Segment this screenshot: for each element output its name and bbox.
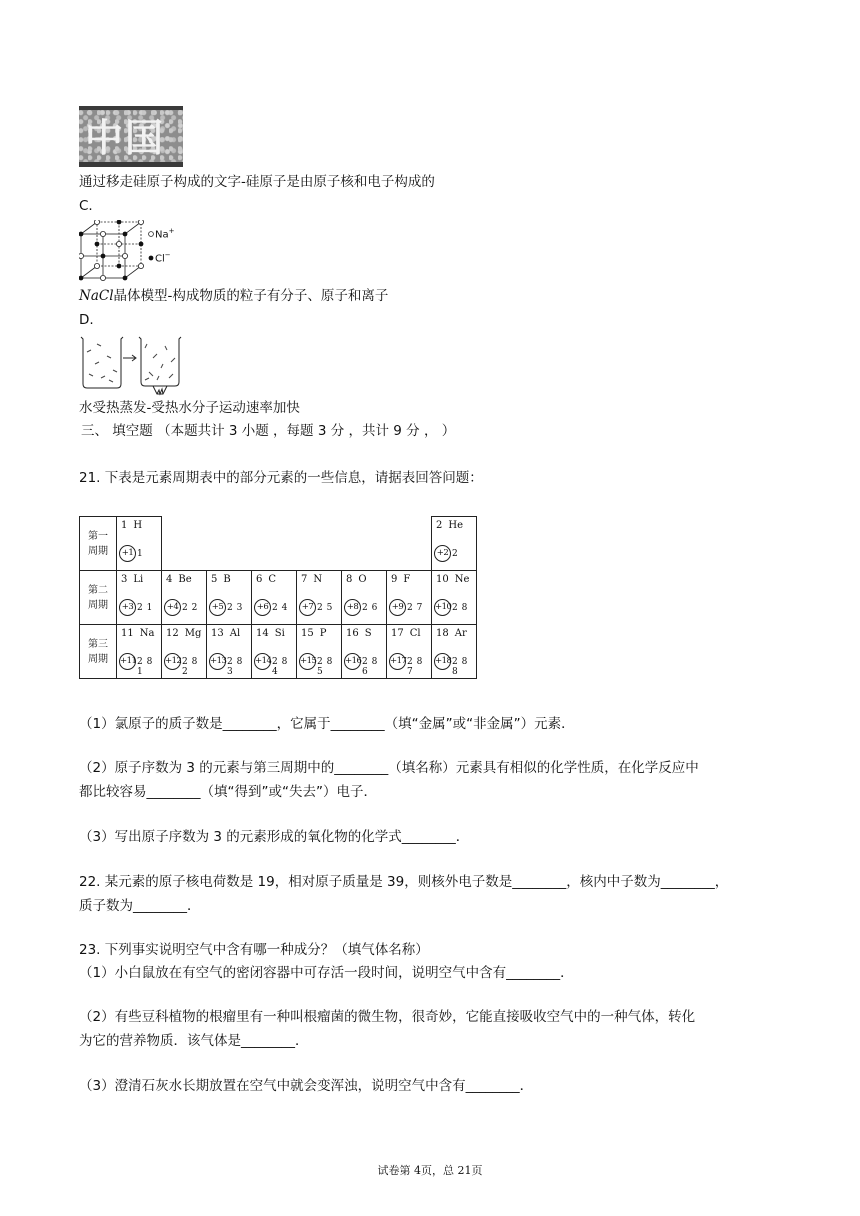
section-header-fill-in: 三、 填空题 （本题共计 3 小题 ，每题 3 分 ，共计 9 分 ， ） [81,423,456,439]
period-row-1 [80,517,477,571]
option-d-caption: 水受热蒸发-受热水分子运动速率加快 [79,400,300,416]
element-cell: 8 O +8 2 6 [342,571,387,625]
element-cell: 17 Cl +17 2 8 7 [387,625,432,679]
option-d-label: D. [79,312,94,328]
image-glyphs: 中国 [85,116,166,160]
q23-part1: （1）小白鼠放在有空气的密闭容器中可存活一段时间，说明空气中含有________． [79,965,574,981]
nacl-crystal-model [79,220,179,282]
option-c-label: C. [79,198,93,214]
option-b-caption: 通过移走硅原子构成的文字-硅原子是由原子核和电子构成的 [79,174,435,190]
q22-line1: 22. 某元素的原子核电荷数是 19，相对原子质量是 39，则核外电子数是________，核内中子数为________， [79,874,729,890]
q23-part2-line2: 为它的营养物质．该气体是________． [79,1033,309,1049]
element-cell: 5 B +5 2 3 [207,571,252,625]
element-cell: 6 C +6 2 4 [252,571,297,625]
element-cell: 4 Be +4 2 2 [162,571,207,625]
element-cell: 11 Na +11 2 8 1 [117,625,162,679]
row-header-3: 第三 周期 [80,625,117,679]
element-cell-he: 2 He +2 2 [432,517,477,571]
element-cell: 10 Ne +10 2 8 [432,571,477,625]
nacl-formula: NaCl [79,288,114,304]
q23-part2-line1: （2）有些豆科植物的根瘤里有一种叫根瘤菌的微生物，很奇妙，它能直接吸收空气中的一种气体，转化 [79,1009,696,1025]
period-row-2 [80,571,477,625]
element-cell: 18 Ar +18 2 8 8 [432,625,477,679]
element-cell-h: 1 H +1 1 [117,517,162,571]
element-cell: 16 S +16 2 8 6 [342,625,387,679]
legend-na: Na+ [155,227,175,241]
q21-part2-line2: 都比较容易________（填“得到”或“失去”）电子． [79,784,377,800]
silicon-atom-text-image [79,106,183,167]
q21-part1: （1）氯原子的质子数是________，它属于________（填“金属”或“非金属”）元素． [79,716,575,732]
row-header-1: 第一 周期 [80,517,117,571]
element-cell: 12 Mg +12 2 8 2 [162,625,207,679]
row-header-2: 第二 周期 [80,571,117,625]
q22-line2: 质子数为________． [79,898,201,914]
period-row-3 [80,625,477,679]
element-cell: 13 Al +13 2 8 3 [207,625,252,679]
legend-cl: Cl− [155,251,171,265]
page-footer: 试卷第 4页，总 21页 [377,1164,483,1177]
periodic-table [79,516,477,679]
q23-stem: 23. 下列事实说明空气中含有哪一种成分？（填气体名称） [79,942,429,958]
q23-part3: （3）澄清石灰水长期放置在空气中就会变浑浊，说明空气中含有________． [79,1078,534,1094]
empty-span [162,517,432,571]
element-cell: 9 F +9 2 7 [387,571,432,625]
water-evaporation-diagram [79,334,185,396]
q21-stem: 21. 下表是元素周期表中的部分元素的一些信息，请据表回答问题： [79,470,483,486]
element-cell: 7 N +7 2 5 [297,571,342,625]
element-cell: 3 Li +3 2 1 [117,571,162,625]
q21-part3: （3）写出原子序数为 3 的元素形成的氧化物的化学式________． [79,829,470,845]
element-cell: 15 P +15 2 8 5 [297,625,342,679]
element-cell: 14 Si +14 2 8 4 [252,625,297,679]
q21-part2-line1: （2）原子序数为 3 的元素与第三周期中的________（填名称）元素具有相似的化学性质，在化学反应中 [79,760,699,776]
option-c-caption: NaCl晶体模型-构成物质的粒子有分子、原子和离子 [79,288,389,304]
